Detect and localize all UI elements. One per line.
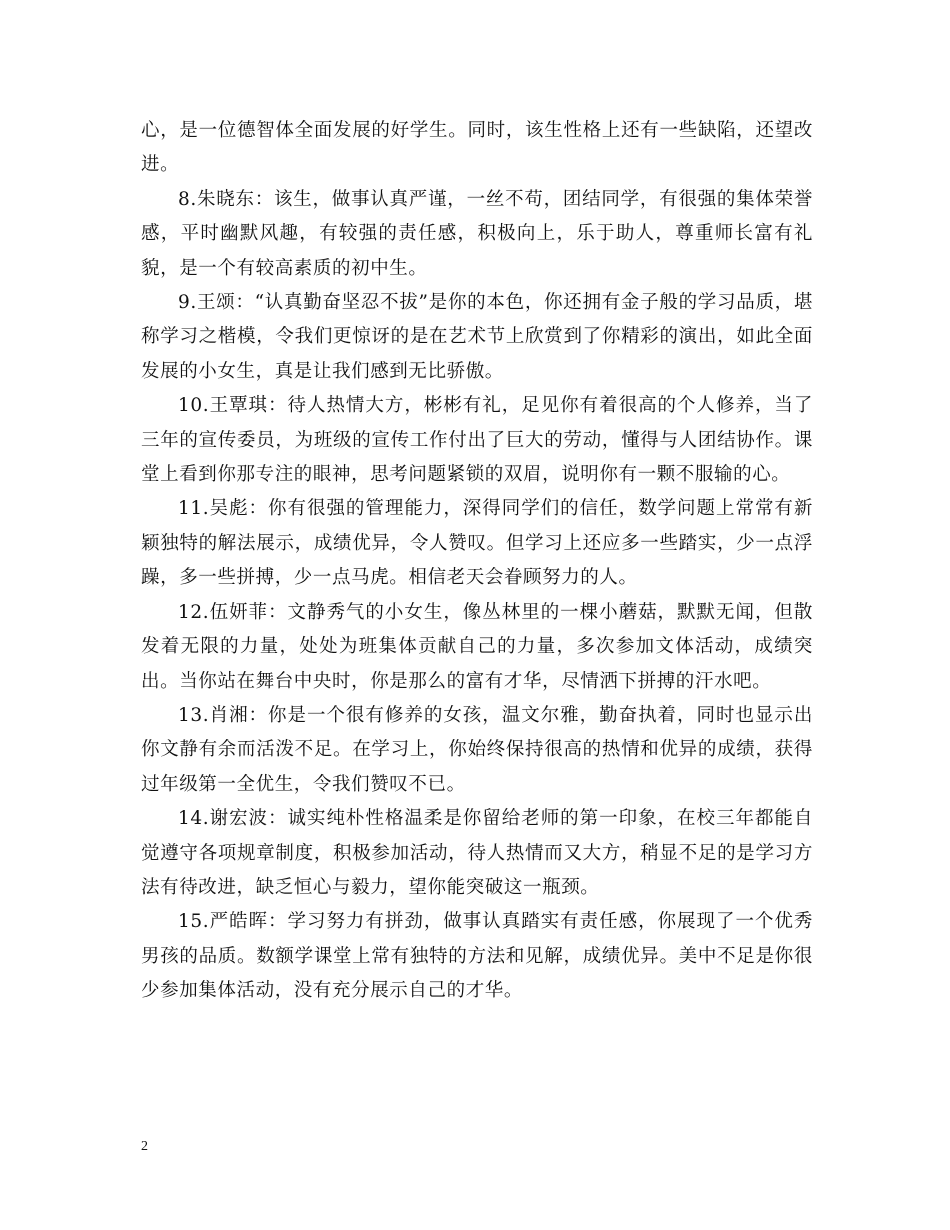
paragraph-comment-12: 12.伍妍菲：文静秀气的小女生，像丛林里的一棵小蘑菇，默默无闻，但散发着无限的力量，处处为班集体贡献自己的力量，多次参加文体活动，成绩突出。当你站在舞台中央时，你是那么的富有才华，尽情洒下拼搏的汗水吧。 — [141, 601, 813, 692]
paragraph-comment-14: 14.谢宏波：诚实纯朴性格温柔是你留给老师的第一印象，在校三年都能自觉遵守各项规章制度，积极参加活动，待人热情而又大方，稍显不足的是学习方法有待改进，缺乏恒心与毅力，望你能突破这一瓶颈。 — [141, 808, 813, 898]
paragraph-comment-15: 15.严皓晖：学习努力有拼劲，做事认真踏实有责任感，你展现了一个优秀男孩的品质。数额学课堂上常有独特的方法和见解，成绩优异。美中不足是你很少参加集体活动，没有充分展示自己的才华。 — [141, 911, 813, 1002]
paragraph-comment-9: 9.王颂：“认真勤奋坚忍不拔”是你的本色，你还拥有金子般的学习品质，堪称学习之楷模，令我们更惊讶的是在艺术节上欣赏到了你精彩的演出，如此全面发展的小女生，真是让我们感到无比骄傲。 — [141, 292, 813, 382]
paragraph-comment-13: 13.肖湘：你是一个很有修养的女孩，温文尔雅，勤奋执着，同时也显示出你文静有余而活泼不足。在学习上，你始终保持很高的热情和优异的成绩，获得过年级第一全优生，令我们赞叹不已。 — [141, 704, 813, 795]
paragraph-continuation: 心，是一位德智体全面发展的好学生。同时，该生性格上还有一些缺陷，还望改进。 — [141, 120, 813, 176]
document-body — [141, 114, 813, 1009]
paragraph-comment-11: 11.吴彪：你有很强的管理能力，深得同学们的信任，数学问题上常常有新颖独特的解法展示，成绩优异，令人赞叹。但学习上还应多一些踏实，少一点浮躁，多一些拼搏，少一点马虎。相信老天会眷顾努力的人。 — [141, 498, 813, 589]
page-number: 2 — [141, 1139, 148, 1154]
paragraph-comment-8: 8.朱晓东：该生，做事认真严谨，一丝不苟，团结同学，有很强的集体荣誉感，平时幽默风趣，有较强的责任感，积极向上，乐于助人，尊重师长富有礼貌，是一个有较高素质的初中生。 — [141, 188, 813, 279]
paragraph-comment-10: 10.王覃琪：待人热情大方，彬彬有礼，足见你有着很高的个人修养，当了三年的宣传委员，为班级的宣传工作付出了巨大的劳动，懂得与人团结协作。课堂上看到你那专注的眼神，思考问题紧锁的双眉，说明你有一颗不服输的心。 — [141, 395, 813, 486]
